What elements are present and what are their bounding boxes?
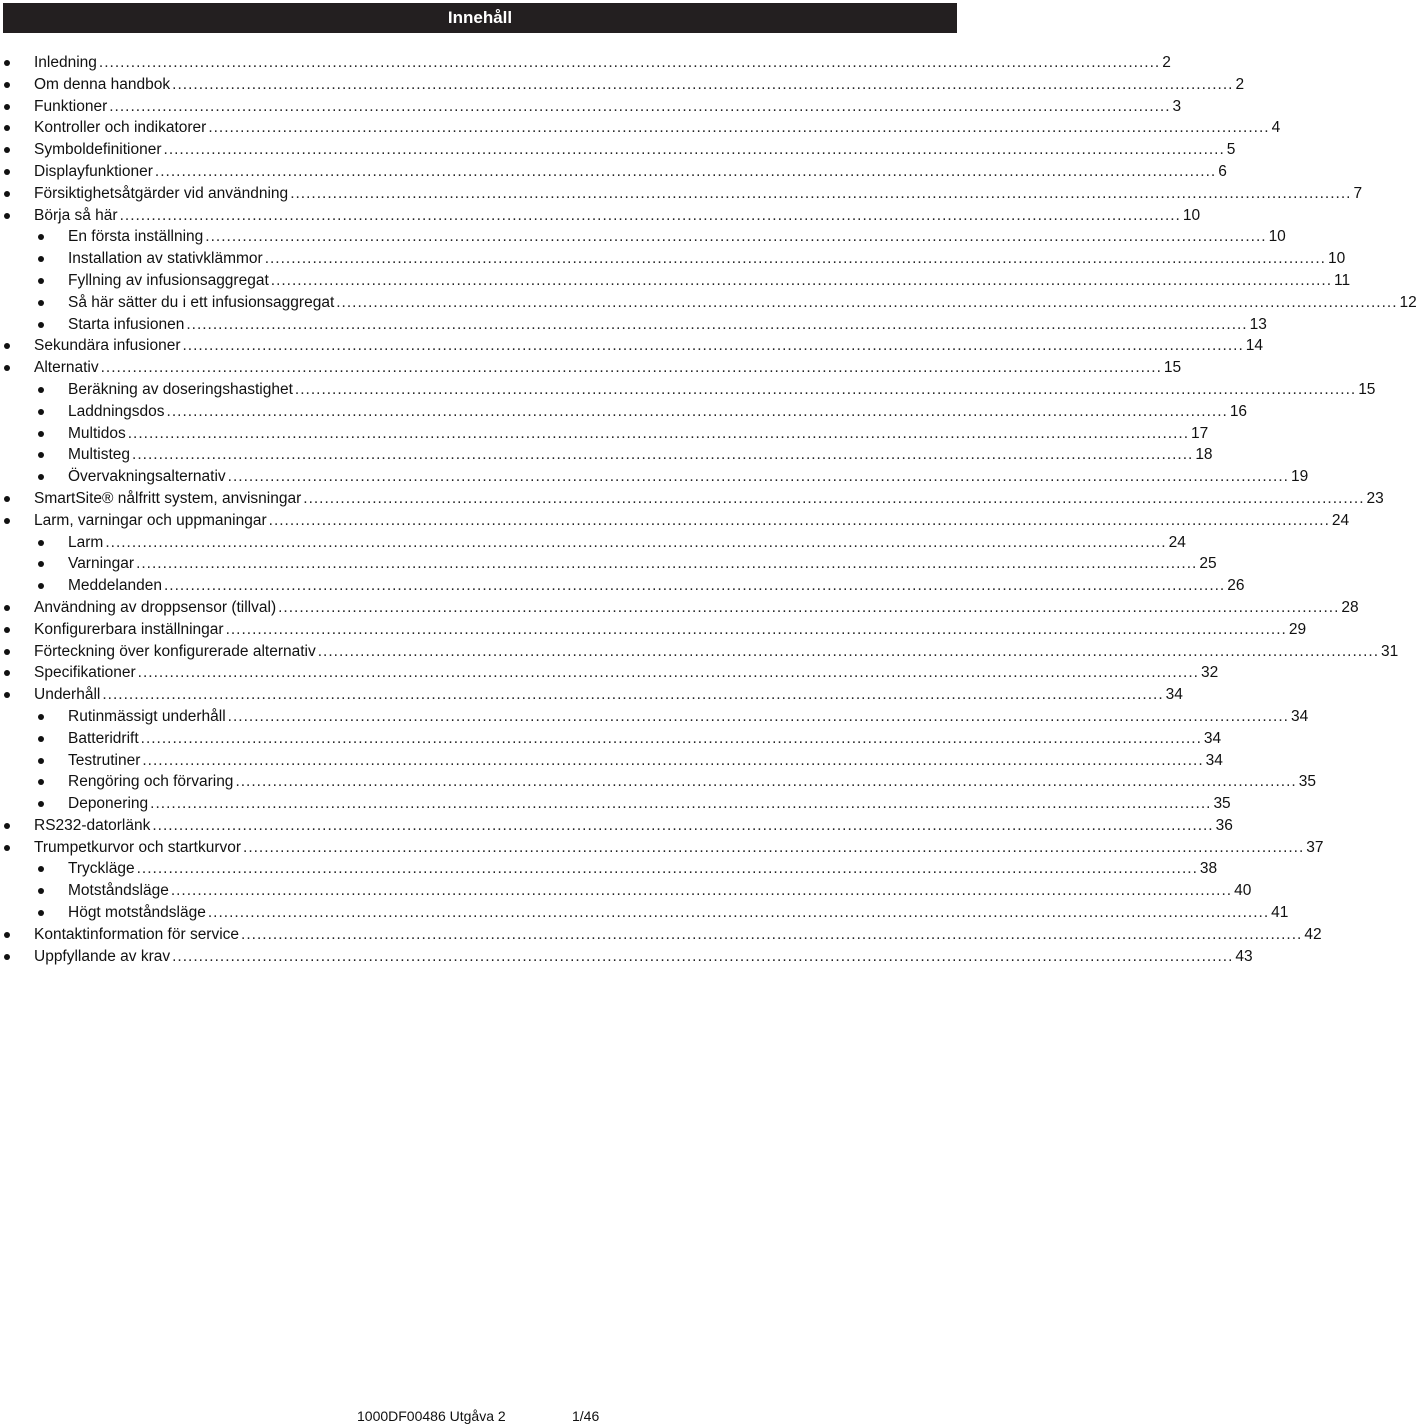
toc-entry[interactable] (0, 510, 1350, 532)
bullet-icon (4, 365, 10, 371)
toc-entry-page: 3 (1172, 97, 1182, 115)
toc-leader-dots: ........................................................................................................................................................................................................ (163, 141, 1225, 159)
toc-entry-title: Rengöring och förvaring (68, 773, 234, 791)
bullet-icon (4, 496, 10, 502)
toc-entry-page: 10 (1182, 206, 1201, 224)
toc-leader-dots: ........................................................................................................................................................................................................ (137, 664, 1199, 682)
bullet-icon (4, 954, 10, 960)
toc-entry-title: SmartSite® nålfritt system, anvisningar (34, 489, 302, 507)
toc-entry-page: 43 (1235, 947, 1253, 965)
toc-entry[interactable] (0, 924, 1322, 946)
toc-entry[interactable] (0, 880, 1252, 902)
toc-entry-title: Multidos (68, 424, 126, 442)
toc-entry-title: Högt motståndsläge (68, 904, 206, 922)
toc-entry-page: 42 (1304, 925, 1322, 943)
toc-entry[interactable] (0, 183, 1363, 205)
toc-leader-dots: ........................................................................................................................................................................................................ (336, 293, 1398, 311)
toc-entry-title: Trumpetkurvor och startkurvor (34, 838, 242, 856)
bullet-icon (4, 213, 10, 219)
toc-entry-title: Så här sätter du i ett infusionsaggregat (68, 293, 335, 311)
bullet-icon (38, 779, 44, 785)
toc-entry-page: 2 (1235, 75, 1245, 93)
toc-entry-page: 11 (1334, 271, 1351, 289)
toc-entry-page: 41 (1271, 904, 1289, 922)
bullet-icon (38, 561, 44, 567)
toc-leader-dots: ........................................................................................................................................................................................................ (136, 860, 1198, 878)
bullet-icon (38, 256, 44, 262)
toc-entry[interactable] (0, 728, 1222, 750)
toc-entry-title: Larm, varningar och uppmaningar (34, 511, 267, 529)
toc-entry-title: Kontaktinformation för service (34, 925, 240, 943)
bullet-icon (4, 932, 10, 938)
footer-document-id: 1000DF00486 Utgåva 2 (357, 1408, 506, 1424)
bullet-icon (4, 692, 10, 698)
toc-entry-page: 38 (1199, 860, 1218, 878)
toc-entry-page: 5 (1226, 141, 1236, 159)
toc-entry-page: 4 (1271, 119, 1281, 137)
toc-entry-page: 13 (1249, 315, 1267, 333)
toc-entry[interactable] (0, 161, 1227, 183)
toc-entry-title: Meddelanden (68, 577, 162, 595)
toc-entry[interactable] (0, 96, 1182, 118)
toc-entry[interactable] (0, 52, 1171, 74)
toc-entry-page: 7 (1353, 184, 1363, 202)
toc-entry[interactable] (0, 750, 1223, 772)
toc-leader-dots: ........................................................................................................................................................................................................ (182, 337, 1244, 355)
toc-entry[interactable] (0, 902, 1289, 924)
toc-entry[interactable] (0, 466, 1309, 488)
toc-entry[interactable] (0, 946, 1253, 968)
bullet-icon (38, 583, 44, 589)
toc-entry-title: Rutinmässigt underhåll (68, 707, 226, 725)
toc-leader-dots: ........................................................................................................................................................................................................ (290, 184, 1352, 202)
toc-entry-title: Förteckning över konfigurerade alternativ (34, 642, 316, 660)
bullet-icon (4, 518, 10, 524)
toc-leader-dots: ........................................................................................................................................................................................................ (98, 54, 1161, 71)
toc-leader-dots: ........................................................................................................................................................................................................ (102, 686, 1164, 704)
toc-entry-title: Kontroller och indikatorer (34, 119, 207, 137)
toc-entry[interactable] (0, 553, 1217, 575)
bullet-icon (38, 234, 44, 240)
bullet-icon (38, 540, 44, 546)
toc-entry-page: 34 (1290, 707, 1309, 725)
toc-entry-title: Laddningsdos (68, 402, 165, 420)
bullet-icon (38, 278, 44, 284)
toc-entry-title: Displayfunktioner (34, 162, 153, 180)
toc-entry[interactable] (0, 270, 1351, 292)
toc-entry[interactable] (0, 335, 1264, 357)
toc-entry-page: 23 (1366, 489, 1384, 507)
toc-leader-dots: ........................................................................................................................................................................................................ (205, 228, 1267, 246)
toc-entry-title: Funktioner (34, 97, 108, 115)
toc-entry-page: 12 (1399, 293, 1417, 311)
toc-leader-dots: ........................................................................................................................................................................................................ (235, 773, 1297, 791)
toc-entry-page: 36 (1215, 816, 1233, 834)
toc-entry-title: Tryckläge (68, 860, 135, 878)
toc-leader-dots: ........................................................................................................................................................................................................ (132, 446, 1194, 464)
bullet-icon (4, 82, 10, 88)
toc-entry[interactable] (0, 641, 1399, 663)
toc-entry-page: 24 (1168, 533, 1186, 551)
toc-entry-title: Försiktighetsåtgärder vid användning (34, 184, 289, 202)
toc-entry-page: 15 (1358, 380, 1376, 398)
toc-entry[interactable] (0, 292, 1417, 314)
toc-entry-page: 40 (1234, 882, 1252, 900)
toc-leader-dots: ........................................................................................................................................................................................................ (186, 315, 1248, 333)
bullet-icon (38, 387, 44, 393)
toc-entry[interactable] (0, 858, 1218, 880)
toc-entry[interactable] (0, 444, 1213, 466)
toc-leader-dots: ........................................................................................................................................................................................................ (243, 838, 1305, 856)
toc-leader-dots: ........................................................................................................................................................................................................ (241, 925, 1303, 943)
toc-leader-dots: ........................................................................................................................................................................................................ (207, 904, 1270, 922)
toc-entry-title: Larm (68, 533, 104, 551)
toc-entry-title: Fyllning av infusionsaggregat (68, 271, 269, 289)
toc-entry[interactable] (0, 423, 1209, 445)
toc-entry[interactable] (0, 815, 1233, 837)
toc-entry-title: Beräkning av doseringshastighet (68, 380, 293, 398)
toc-entry[interactable] (0, 205, 1201, 227)
toc-entry-title: Symboldefinitioner (34, 141, 162, 159)
toc-entry-page: 17 (1191, 424, 1209, 442)
toc-leader-dots: ........................................................................................................................................................................................................ (208, 119, 1270, 137)
toc-entry-title: Multisteg (68, 446, 131, 464)
toc-entry-page: 32 (1200, 664, 1219, 682)
toc-leader-dots: ........................................................................................................................................................................................................ (105, 533, 1167, 551)
toc-entry-page: 34 (1205, 751, 1223, 769)
toc-entry-page: 18 (1195, 446, 1213, 464)
bullet-icon (38, 888, 44, 894)
toc-leader-dots: ........................................................................................................................................................................................................ (268, 511, 1330, 529)
toc-leader-dots: ........................................................................................................................................................................................................ (154, 162, 1217, 180)
toc-leader-dots: ........................................................................................................................................................................................................ (170, 882, 1233, 900)
bullet-icon (4, 845, 10, 851)
toc-entry-page: 29 (1288, 620, 1307, 638)
bullet-icon (38, 300, 44, 306)
toc-entry-page: 10 (1268, 228, 1286, 246)
toc-entry[interactable] (0, 532, 1186, 554)
toc-entry-page: 16 (1229, 402, 1248, 420)
toc-entry-title: Batteridrift (68, 729, 139, 747)
toc-leader-dots: ........................................................................................................................................................................................................ (225, 620, 1287, 638)
toc-leader-dots: ........................................................................................................................................................................................................ (152, 816, 1214, 834)
bullet-icon (38, 474, 44, 480)
footer-page-number: 1/46 (572, 1408, 600, 1424)
toc-entry-title: Inledning (34, 54, 97, 71)
toc-entry[interactable] (0, 357, 1182, 379)
bullet-icon (4, 60, 10, 66)
toc-entry-title: Starta infusionen (68, 315, 185, 333)
toc-entry-page: 34 (1165, 686, 1183, 704)
toc-entry-page: 19 (1290, 468, 1309, 486)
toc-entry[interactable] (0, 248, 1346, 270)
toc-leader-dots: ........................................................................................................................................................................................................ (140, 729, 1202, 747)
toc-entry-title: Uppfyllande av krav (34, 947, 171, 965)
toc-entry-page: 14 (1245, 337, 1264, 355)
toc-entry-title: Konfigurerbara inställningar (34, 620, 224, 638)
toc-entry-page: 35 (1213, 795, 1231, 813)
bullet-icon (38, 431, 44, 437)
bullet-icon (38, 866, 44, 872)
bullet-icon (4, 191, 10, 197)
bullet-icon (38, 714, 44, 720)
toc-entry[interactable] (0, 488, 1384, 510)
toc-entry[interactable] (0, 139, 1236, 161)
toc-leader-dots: ........................................................................................................................................................................................................ (294, 380, 1357, 398)
toc-entry[interactable] (0, 74, 1245, 96)
toc-entry[interactable] (0, 226, 1286, 248)
toc-entry-page: 15 (1163, 359, 1182, 377)
toc-leader-dots: ........................................................................................................................................................................................................ (303, 489, 1365, 507)
toc-entry-title: RS232-datorlänk (34, 816, 151, 834)
bullet-icon (4, 169, 10, 175)
toc-entry-title: Användning av droppsensor (tillval) (34, 598, 277, 616)
bullet-icon (4, 670, 10, 676)
toc-leader-dots: ........................................................................................................................................................................................................ (163, 577, 1226, 595)
toc-entry[interactable] (0, 837, 1324, 859)
toc-entry[interactable] (0, 684, 1183, 706)
toc-entry[interactable] (0, 619, 1307, 641)
toc-leader-dots: ........................................................................................................................................................................................................ (264, 250, 1326, 268)
toc-leader-dots: ........................................................................................................................................................................................................ (127, 424, 1189, 442)
toc-entry[interactable] (0, 117, 1281, 139)
toc-leader-dots: ........................................................................................................................................................................................................ (270, 271, 1333, 289)
toc-entry-page: 34 (1203, 729, 1222, 747)
toc-entry-title: Underhåll (34, 686, 101, 704)
bullet-icon (4, 125, 10, 131)
toc-entry-page: 26 (1227, 577, 1245, 595)
toc-entry-page: 24 (1331, 511, 1350, 529)
toc-entry-title: Motståndsläge (68, 882, 169, 900)
page-title: Innehåll (3, 3, 957, 33)
toc-entry[interactable] (0, 314, 1267, 336)
toc-entry-page: 28 (1341, 598, 1359, 616)
toc-entry[interactable] (0, 793, 1231, 815)
toc-leader-dots: ........................................................................................................................................................................................................ (142, 751, 1204, 769)
bullet-icon (38, 801, 44, 807)
toc-leader-dots: ........................................................................................................................................................................................................ (172, 75, 1234, 93)
toc-leader-dots: ........................................................................................................................................................................................................ (278, 598, 1340, 616)
table-of-contents (0, 52, 1417, 967)
toc-entry-page: 10 (1327, 250, 1346, 268)
bullet-icon (4, 649, 10, 655)
toc-leader-dots: ........................................................................................................................................................................................................ (166, 402, 1228, 420)
bullet-icon (38, 736, 44, 742)
toc-leader-dots: ........................................................................................................................................................................................................ (227, 707, 1289, 725)
toc-entry[interactable] (0, 401, 1248, 423)
toc-entry[interactable] (0, 771, 1316, 793)
toc-entry-title: Övervakningsalternativ (68, 468, 226, 486)
bullet-icon (4, 343, 10, 349)
toc-leader-dots: ........................................................................................................................................................................................................ (317, 642, 1380, 660)
bullet-icon (38, 452, 44, 458)
toc-entry-page: 35 (1298, 773, 1316, 791)
bullet-icon (4, 104, 10, 110)
toc-leader-dots: ........................................................................................................................................................................................................ (150, 795, 1212, 813)
toc-entry-title: Specifikationer (34, 664, 136, 682)
toc-entry-title: Installation av stativklämmor (68, 250, 263, 268)
bullet-icon (4, 147, 10, 153)
toc-entry-page: 2 (1162, 54, 1171, 71)
toc-entry-page: 37 (1306, 838, 1324, 856)
toc-entry-page: 25 (1199, 555, 1217, 573)
bullet-icon (4, 823, 10, 829)
toc-entry[interactable] (0, 706, 1309, 728)
toc-leader-dots: ........................................................................................................................................................................................................ (136, 555, 1198, 573)
bullet-icon (38, 409, 44, 415)
toc-entry-title: Sekundära infusioner (34, 337, 181, 355)
bullet-icon (4, 605, 10, 611)
toc-entry[interactable] (0, 379, 1376, 401)
bullet-icon (4, 627, 10, 633)
toc-leader-dots: ........................................................................................................................................................................................................ (119, 206, 1181, 224)
bullet-icon (38, 910, 44, 916)
toc-entry-page: 31 (1381, 642, 1399, 660)
toc-entry-page: 6 (1218, 162, 1227, 180)
bullet-icon (38, 322, 44, 328)
toc-leader-dots: ........................................................................................................................................................................................................ (109, 97, 1171, 115)
toc-entry-title: Om denna handbok (34, 75, 171, 93)
bullet-icon (38, 758, 44, 764)
toc-leader-dots: ........................................................................................................................................................................................................ (227, 468, 1289, 486)
toc-entry-title: Varningar (68, 555, 135, 573)
toc-entry-title: Deponering (68, 795, 149, 813)
toc-entry[interactable] (0, 662, 1219, 684)
toc-entry-title: Börja så här (34, 206, 118, 224)
toc-entry[interactable] (0, 575, 1245, 597)
toc-entry-title: Testrutiner (68, 751, 141, 769)
toc-leader-dots: ........................................................................................................................................................................................................ (100, 359, 1162, 377)
toc-entry-title: En första inställning (68, 228, 204, 246)
toc-leader-dots: ........................................................................................................................................................................................................ (172, 947, 1234, 965)
toc-entry[interactable] (0, 597, 1359, 619)
toc-entry-title: Alternativ (34, 359, 99, 377)
